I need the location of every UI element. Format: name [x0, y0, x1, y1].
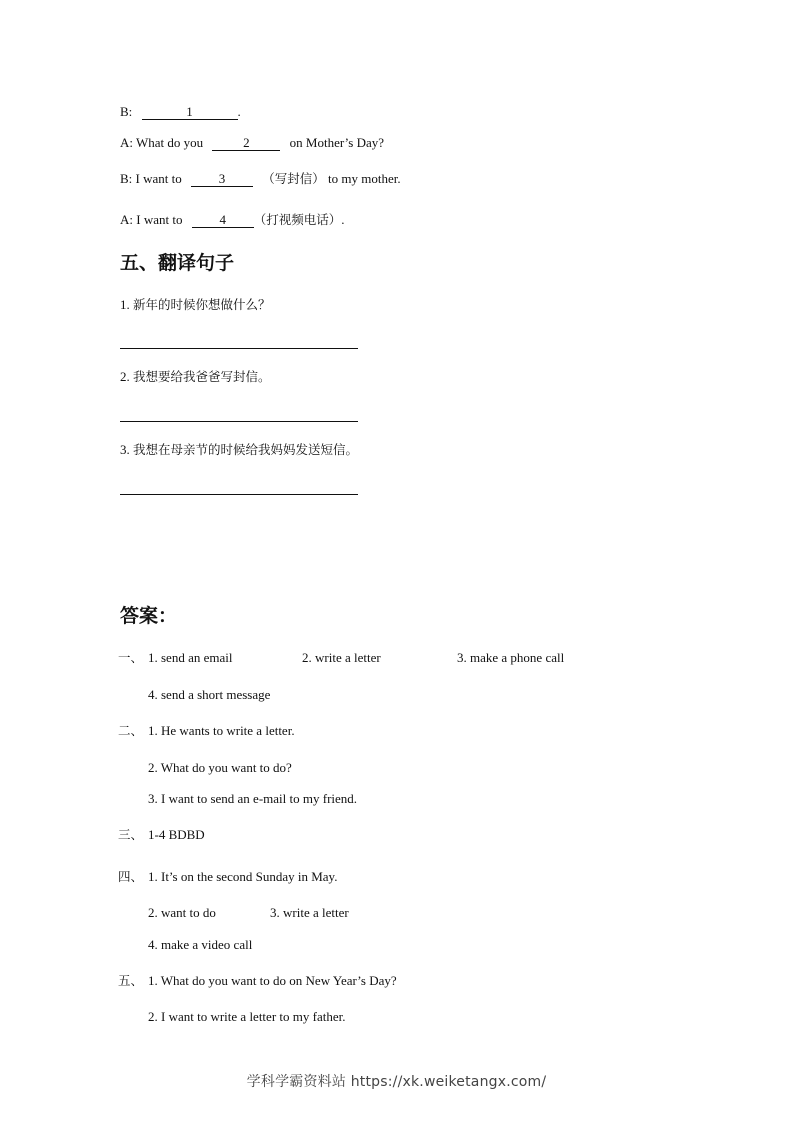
line-suffix: to my mother.	[328, 171, 401, 186]
answer-text: 1. send an email	[148, 650, 233, 665]
answer-text: 2. What do you want to do?	[148, 760, 292, 775]
answer-text: 4. send a short message	[148, 687, 271, 702]
speaker-label: B:	[120, 104, 133, 119]
chinese-hint: （写封信）	[262, 171, 325, 186]
line-end: .	[341, 212, 345, 227]
item-text: 我想在母亲节的时候给我妈妈发送短信。	[133, 442, 359, 457]
blank-3[interactable]: 3	[191, 171, 253, 187]
answer-text: 2. write a letter	[302, 650, 381, 665]
section-heading: 五、翻译句子	[120, 252, 235, 274]
line-suffix: on Mother’s Day?	[289, 135, 385, 150]
blank-4[interactable]: 4	[192, 212, 254, 228]
answer-text: 3. I want to send an e-mail to my friend.	[148, 791, 358, 806]
item-text: 新年的时候你想做什么？	[133, 297, 271, 312]
answer-text: 1. He wants to write a letter.	[148, 723, 295, 738]
line-prefix: A: I want to	[120, 212, 183, 227]
answer-section-label: 五、	[118, 973, 144, 988]
answer-text: 3. make a phone call	[457, 650, 565, 665]
item-number: 2.	[120, 369, 130, 384]
footer-watermark: 学科学霸资料站 https://xk.weiketangx.com/	[246, 1074, 547, 1090]
answer-text: 1. It’s on the second Sunday in May.	[148, 869, 338, 884]
line-prefix: B: I want to	[120, 171, 182, 186]
answer-text: 3. write a letter	[270, 905, 349, 920]
blank-2[interactable]: 2	[212, 135, 280, 151]
answer-section-label: 三、	[118, 827, 144, 842]
blank-1[interactable]: 1	[142, 104, 238, 120]
answer-text: 1-4 BDBD	[148, 827, 205, 842]
answer-line[interactable]	[120, 421, 358, 422]
answer-line[interactable]	[120, 494, 358, 495]
item-text: 我想要给我爸爸写封信。	[133, 369, 271, 384]
item-number: 3.	[120, 442, 130, 457]
item-number: 1.	[120, 297, 130, 312]
chinese-hint: （打视频电话）	[253, 212, 342, 227]
answers-heading: 答案：	[120, 605, 178, 627]
line-prefix: A: What do you	[120, 135, 204, 150]
translation-item-3	[120, 442, 358, 458]
answer-text: 2. want to do	[148, 905, 216, 920]
translation-item-1	[120, 297, 271, 313]
answer-section-label: 二、	[118, 723, 144, 738]
answer-section-label: 四、	[118, 869, 144, 884]
dialogue-line-2	[120, 135, 384, 151]
dialogue-line-3	[120, 171, 401, 187]
answer-text: 2. I want to write a letter to my father.	[148, 1009, 346, 1024]
answer-line[interactable]	[120, 348, 358, 349]
answer-text: 4. make a video call	[148, 937, 253, 952]
line-end: .	[237, 104, 241, 119]
answer-text: 1. What do you want to do on New Year’s Day?	[148, 973, 397, 988]
dialogue-line-1	[120, 104, 241, 120]
answer-section-label: 一、	[118, 650, 144, 665]
dialogue-line-4	[120, 212, 344, 228]
translation-item-2	[120, 369, 271, 385]
